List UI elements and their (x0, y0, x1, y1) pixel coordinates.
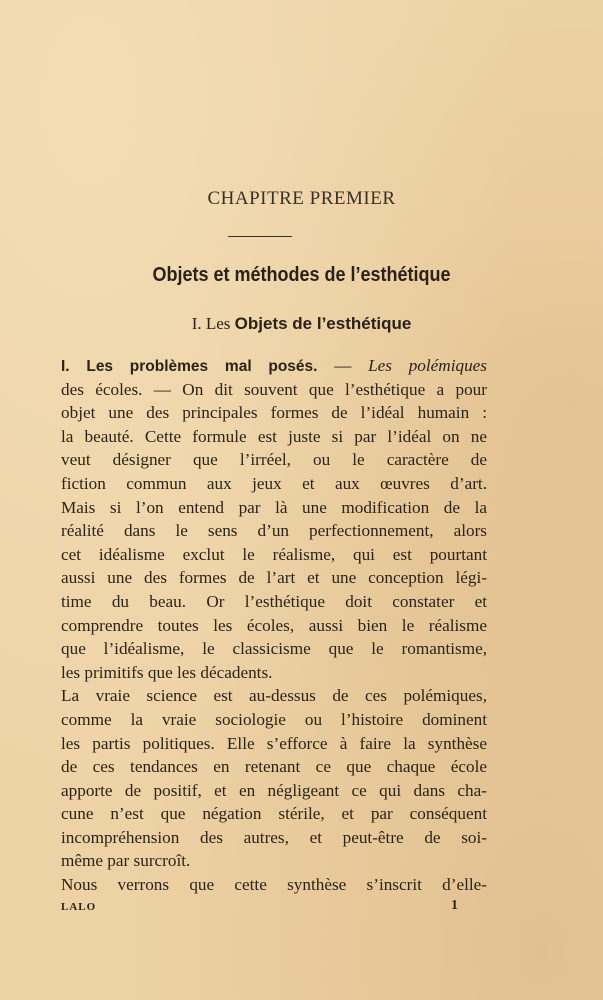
chapter-rule (228, 236, 292, 237)
text-line: même par surcroît. (61, 851, 191, 871)
footer-signature: LALO (61, 901, 97, 913)
text-line: veut désigner que l’irréel, ou le caractère de (61, 450, 487, 470)
text-line: incompréhension des autres, et peut-être de soi- (61, 827, 487, 847)
text-line: réalité dans le sens d’un perfectionnement, alors (61, 521, 487, 541)
text-line: de ces tendances en retenant ce que chaque école (61, 757, 487, 777)
text-line: objet une des principales formes de l’idéal humain : (61, 403, 487, 423)
text-line: cet idéalisme exclut le réalisme, qui est pourtant (61, 544, 487, 564)
text-line: des écoles. — On dit souvent que l’esthétique a pour (61, 379, 487, 399)
text-line: time du beau. Or l’esthétique doit constater et (61, 591, 487, 611)
text-line: La vraie science est au-dessus de ces polémiques, (61, 686, 487, 706)
text-line: les primitifs que les décadents. (61, 662, 273, 682)
italic-phrase: Les polémiques (368, 356, 487, 375)
text-line: Mais si l’on entend par là une modification de la (61, 497, 487, 517)
text-line: cune n’est que négation stérile, et par conséquent (61, 804, 487, 824)
text-line: Nous verrons que cette synthèse s’inscrit d’elle- (61, 875, 487, 895)
chapter-heading: CHAPITRE PREMIER (207, 188, 396, 209)
text-line: comme la vraie sociologie ou l’histoire dominent (61, 709, 487, 729)
text-line: la beauté. Cette formule est juste si par l’idéal on ne (61, 426, 487, 446)
text-line: comprendre toutes les écoles, aussi bien le réalisme (61, 615, 487, 635)
section-numeral: I. Les (191, 314, 231, 333)
page-number: 1 (451, 898, 458, 913)
chapter-title: Objets et méthodes de l’esthétique (152, 264, 451, 286)
text-line: fiction commun aux jeux et aux œuvres d’art. (61, 473, 487, 493)
text-line: les partis politiques. Elle s’efforce à faire la synthèse (61, 733, 487, 753)
section-title-text: Objets de l’esthétique (234, 314, 412, 333)
text-line (61, 354, 487, 378)
section-title (0, 314, 603, 334)
em-dash: — (317, 356, 369, 375)
body-text (61, 354, 487, 897)
text-line: aussi une des formes de l’art et une conception légi- (61, 568, 487, 588)
text-line: que l’idéalisme, le classicisme que le romantisme, (61, 639, 487, 659)
text-line: apporte de positif, et en négligeant ce qui dans cha- (61, 780, 487, 800)
paragraph-heading: I. Les problèmes mal posés. (61, 358, 318, 375)
